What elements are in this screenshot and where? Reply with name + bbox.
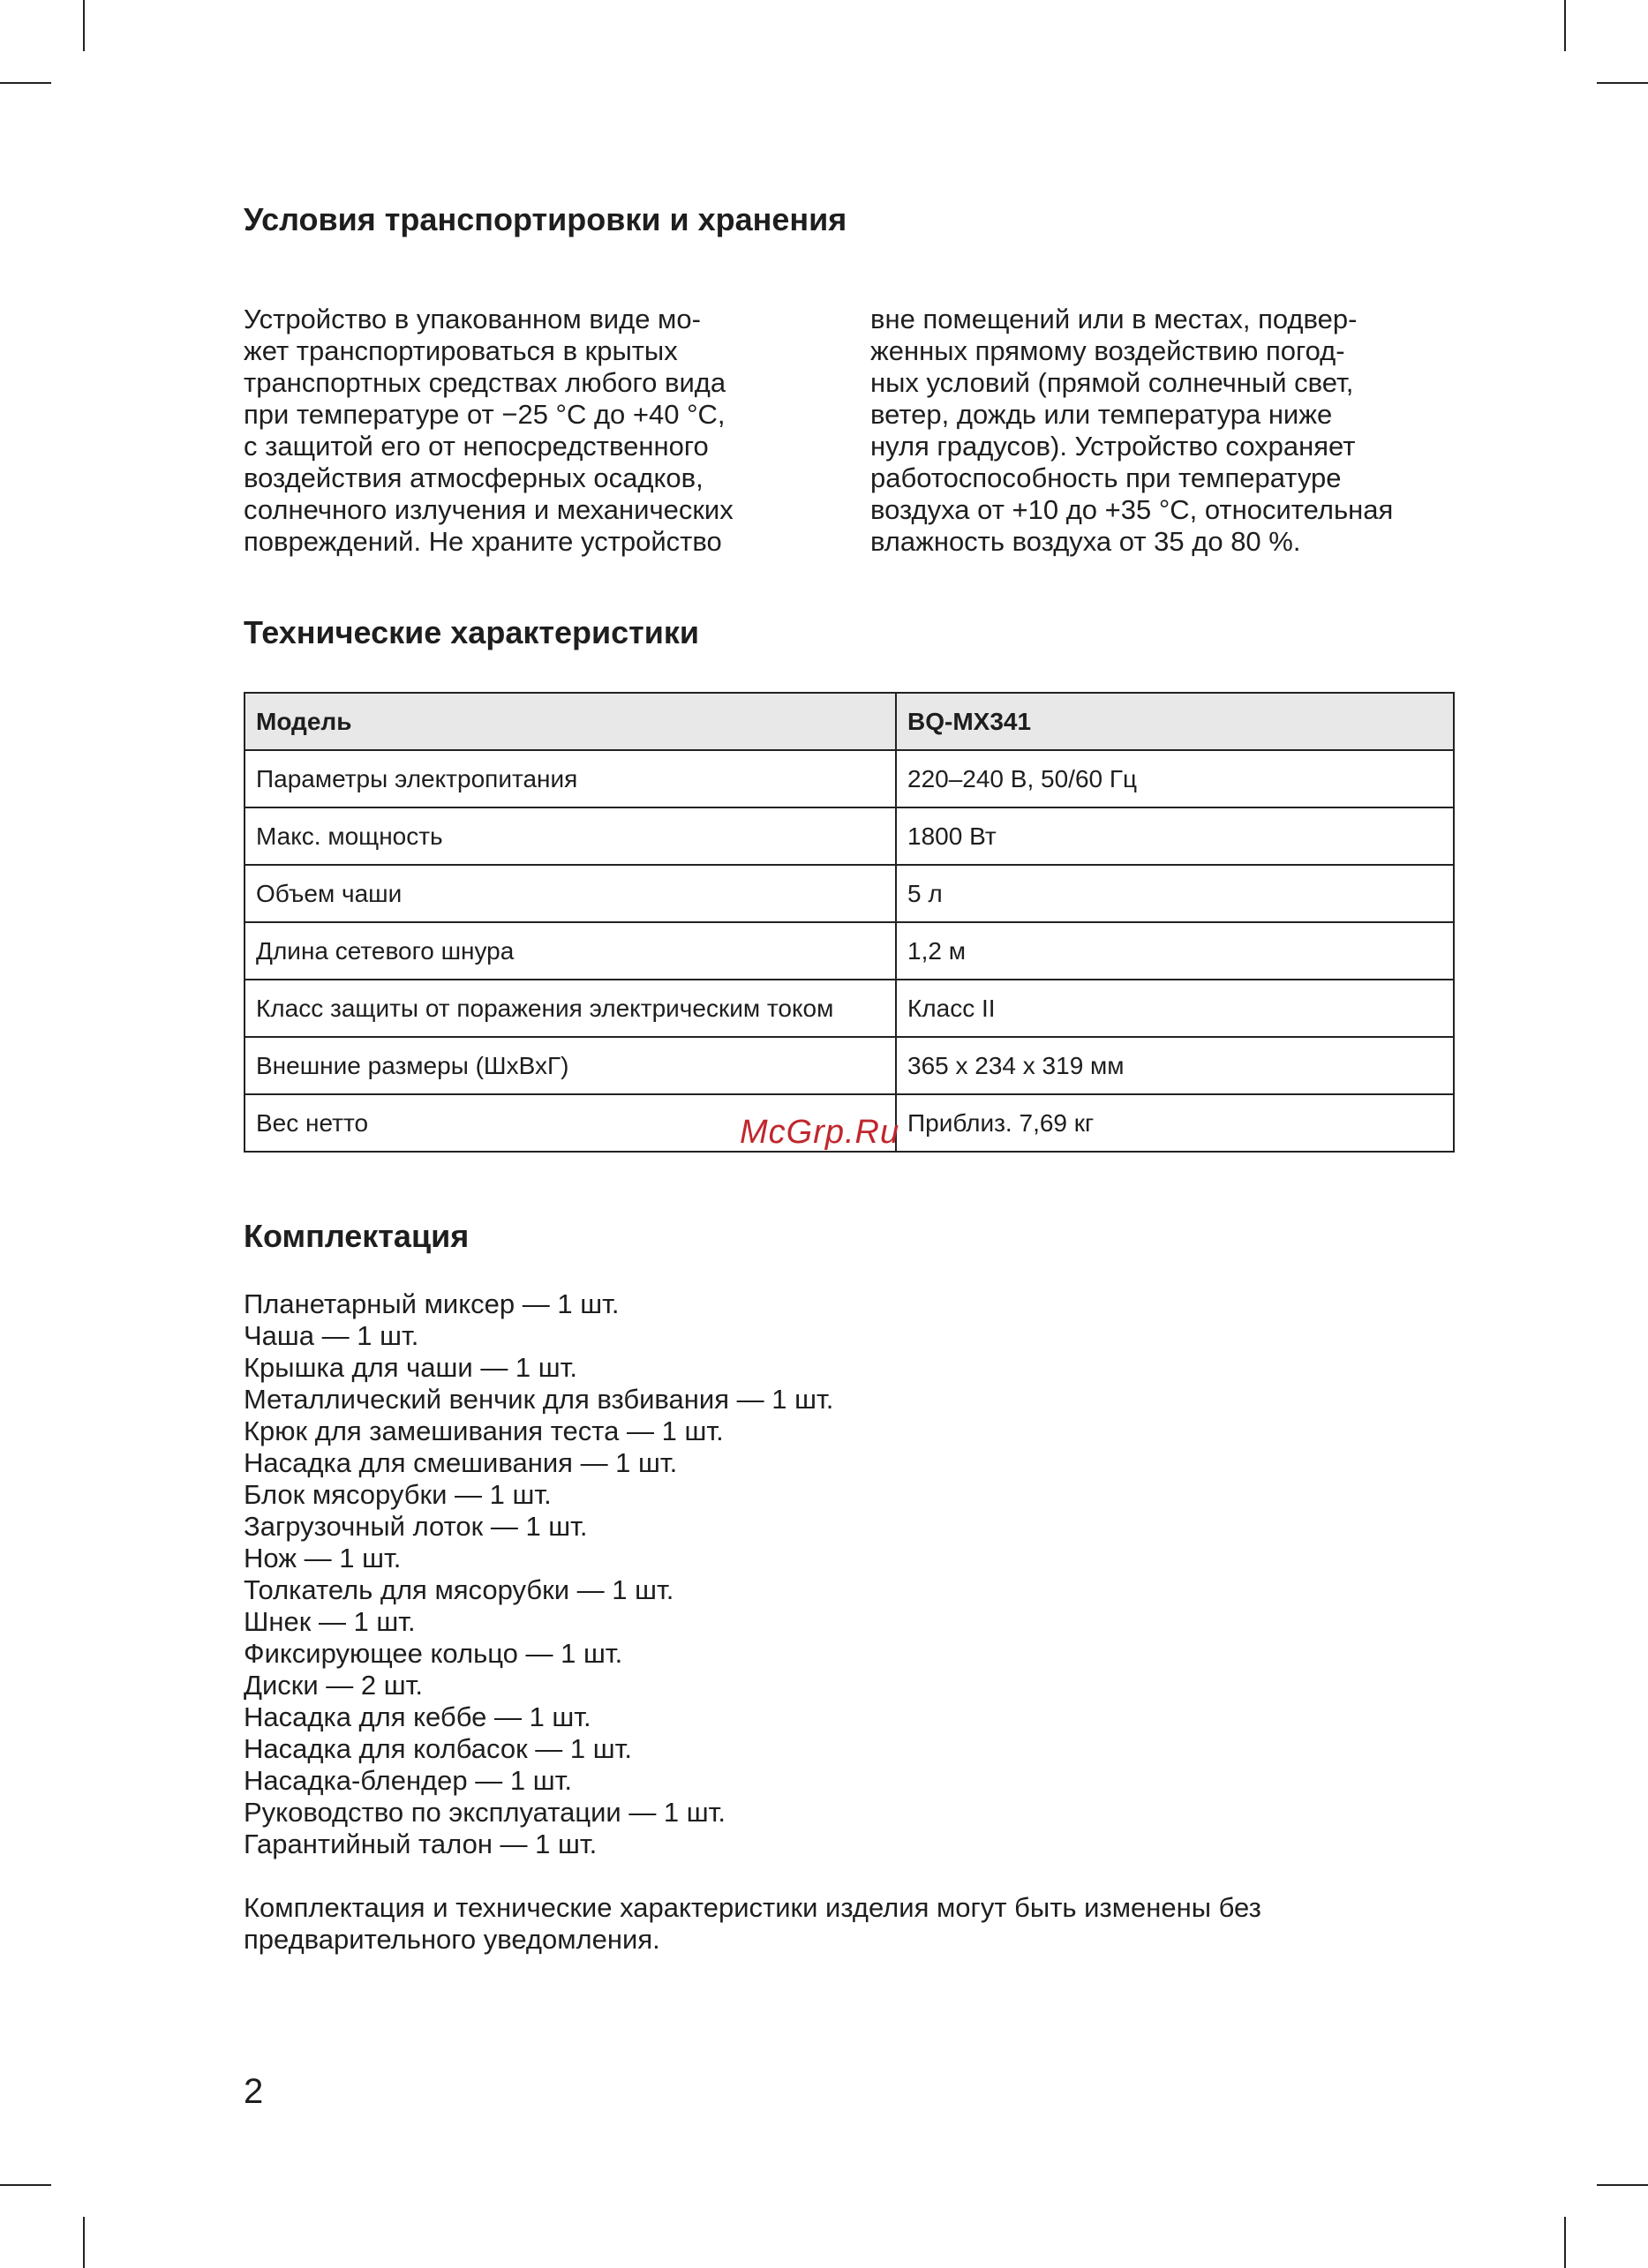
crop-mark <box>1564 0 1566 51</box>
list-item: Шнек — 1 шт. <box>244 1606 416 1637</box>
crop-mark <box>1597 82 1648 84</box>
list-item: Насадка для колбасок — 1 шт. <box>244 1733 632 1764</box>
list-item: Толкатель для мясорубки — 1 шт. <box>244 1574 674 1605</box>
list-item: Чаша — 1 шт. <box>244 1320 419 1351</box>
spec-value: BQ-MX341 <box>896 693 1454 750</box>
specs-table <box>244 692 1455 1153</box>
specs-heading: Технические характеристики <box>244 614 700 650</box>
crop-mark <box>0 82 51 84</box>
specs-header-row <box>245 693 1454 750</box>
crop-mark <box>0 2184 51 2186</box>
list-item: Планетарный миксер — 1 шт. <box>244 1288 620 1319</box>
list-item: Фиксирующее кольцо — 1 шт. <box>244 1638 623 1669</box>
spec-value: 5 л <box>896 865 1454 922</box>
watermark: McGrp.Ru <box>740 1114 900 1151</box>
spec-value: 365 x 234 x 319 мм <box>896 1037 1454 1094</box>
spec-value: 220–240 В, 50/60 Гц <box>896 750 1454 807</box>
spec-value: 1,2 м <box>896 922 1454 980</box>
list-item: Металлический венчик для взбивания — 1 шт. <box>244 1384 834 1415</box>
crop-mark <box>83 0 85 51</box>
package-note: Комплектация и технические характеристики изделия могут быть изменены без предварительного уведомления. <box>244 1892 1261 1955</box>
list-item: Крюк для замешивания теста — 1 шт. <box>244 1416 724 1446</box>
crop-mark <box>83 2217 85 2268</box>
crop-mark <box>1597 2184 1648 2186</box>
table-row <box>245 865 1454 922</box>
table-row <box>245 922 1454 980</box>
spec-label: Класс защиты от поражения электрическим током <box>245 980 896 1037</box>
list-item: Насадка для кеббе — 1 шт. <box>244 1701 591 1732</box>
list-item: Насадка для смешивания — 1 шт. <box>244 1447 678 1478</box>
list-item: Загрузочный лоток — 1 шт. <box>244 1511 588 1542</box>
list-item: Крышка для чаши — 1 шт. <box>244 1352 578 1383</box>
list-item: Блок мясорубки — 1 шт. <box>244 1479 552 1510</box>
list-item: Диски — 2 шт. <box>244 1670 424 1701</box>
package-list <box>244 1288 833 1860</box>
spec-label: Внешние размеры (ШхВхГ) <box>245 1037 896 1094</box>
spec-label: Длина сетевого шнура <box>245 922 896 980</box>
page-number: 2 <box>244 2072 264 2111</box>
spec-label: Модель <box>245 693 896 750</box>
package-heading: Комплектация <box>244 1218 470 1254</box>
list-item: Руководство по эксплуатации — 1 шт. <box>244 1797 726 1828</box>
list-item: Насадка-блендер — 1 шт. <box>244 1765 572 1796</box>
spec-value: Приблиз. 7,69 кг <box>896 1094 1454 1152</box>
table-row <box>245 750 1454 807</box>
storage-text-col1: Устройство в упакованном виде мо- жет транспортироваться в крытых транспортных средствах любого вида при температуре от −25 °C до +40 °C, с защитой его от непосредственного воздействия атмосферных осадков, солнечного излучения и механических повреждений. Не храните устройство <box>244 304 734 557</box>
table-row <box>245 807 1454 865</box>
table-row <box>245 1037 1454 1094</box>
storage-text-col2: вне помещений или в местах, подвер- женных прямому воздействию погод- ных условий (прямой солнечный свет, ветер, дождь или температура ниже нуля градусов). Устройство сохраняет работоспособность при температуре воздуха от +10 до +35 °C, относительная влажность воздуха от 35 до 80 %. <box>870 304 1394 557</box>
spec-value: 1800 Вт <box>896 807 1454 865</box>
spec-label: Параметры электропитания <box>245 750 896 807</box>
list-item: Гарантийный талон — 1 шт. <box>244 1829 598 1859</box>
crop-mark <box>1564 2217 1566 2268</box>
list-item: Нож — 1 шт. <box>244 1543 402 1573</box>
spec-label: Вес нетто <box>245 1094 896 1152</box>
spec-label: Объем чаши <box>245 865 896 922</box>
storage-heading: Условия транспортировки и хранения <box>244 201 847 237</box>
spec-label: Макс. мощность <box>245 807 896 865</box>
table-row <box>245 980 1454 1037</box>
spec-value: Класс II <box>896 980 1454 1037</box>
